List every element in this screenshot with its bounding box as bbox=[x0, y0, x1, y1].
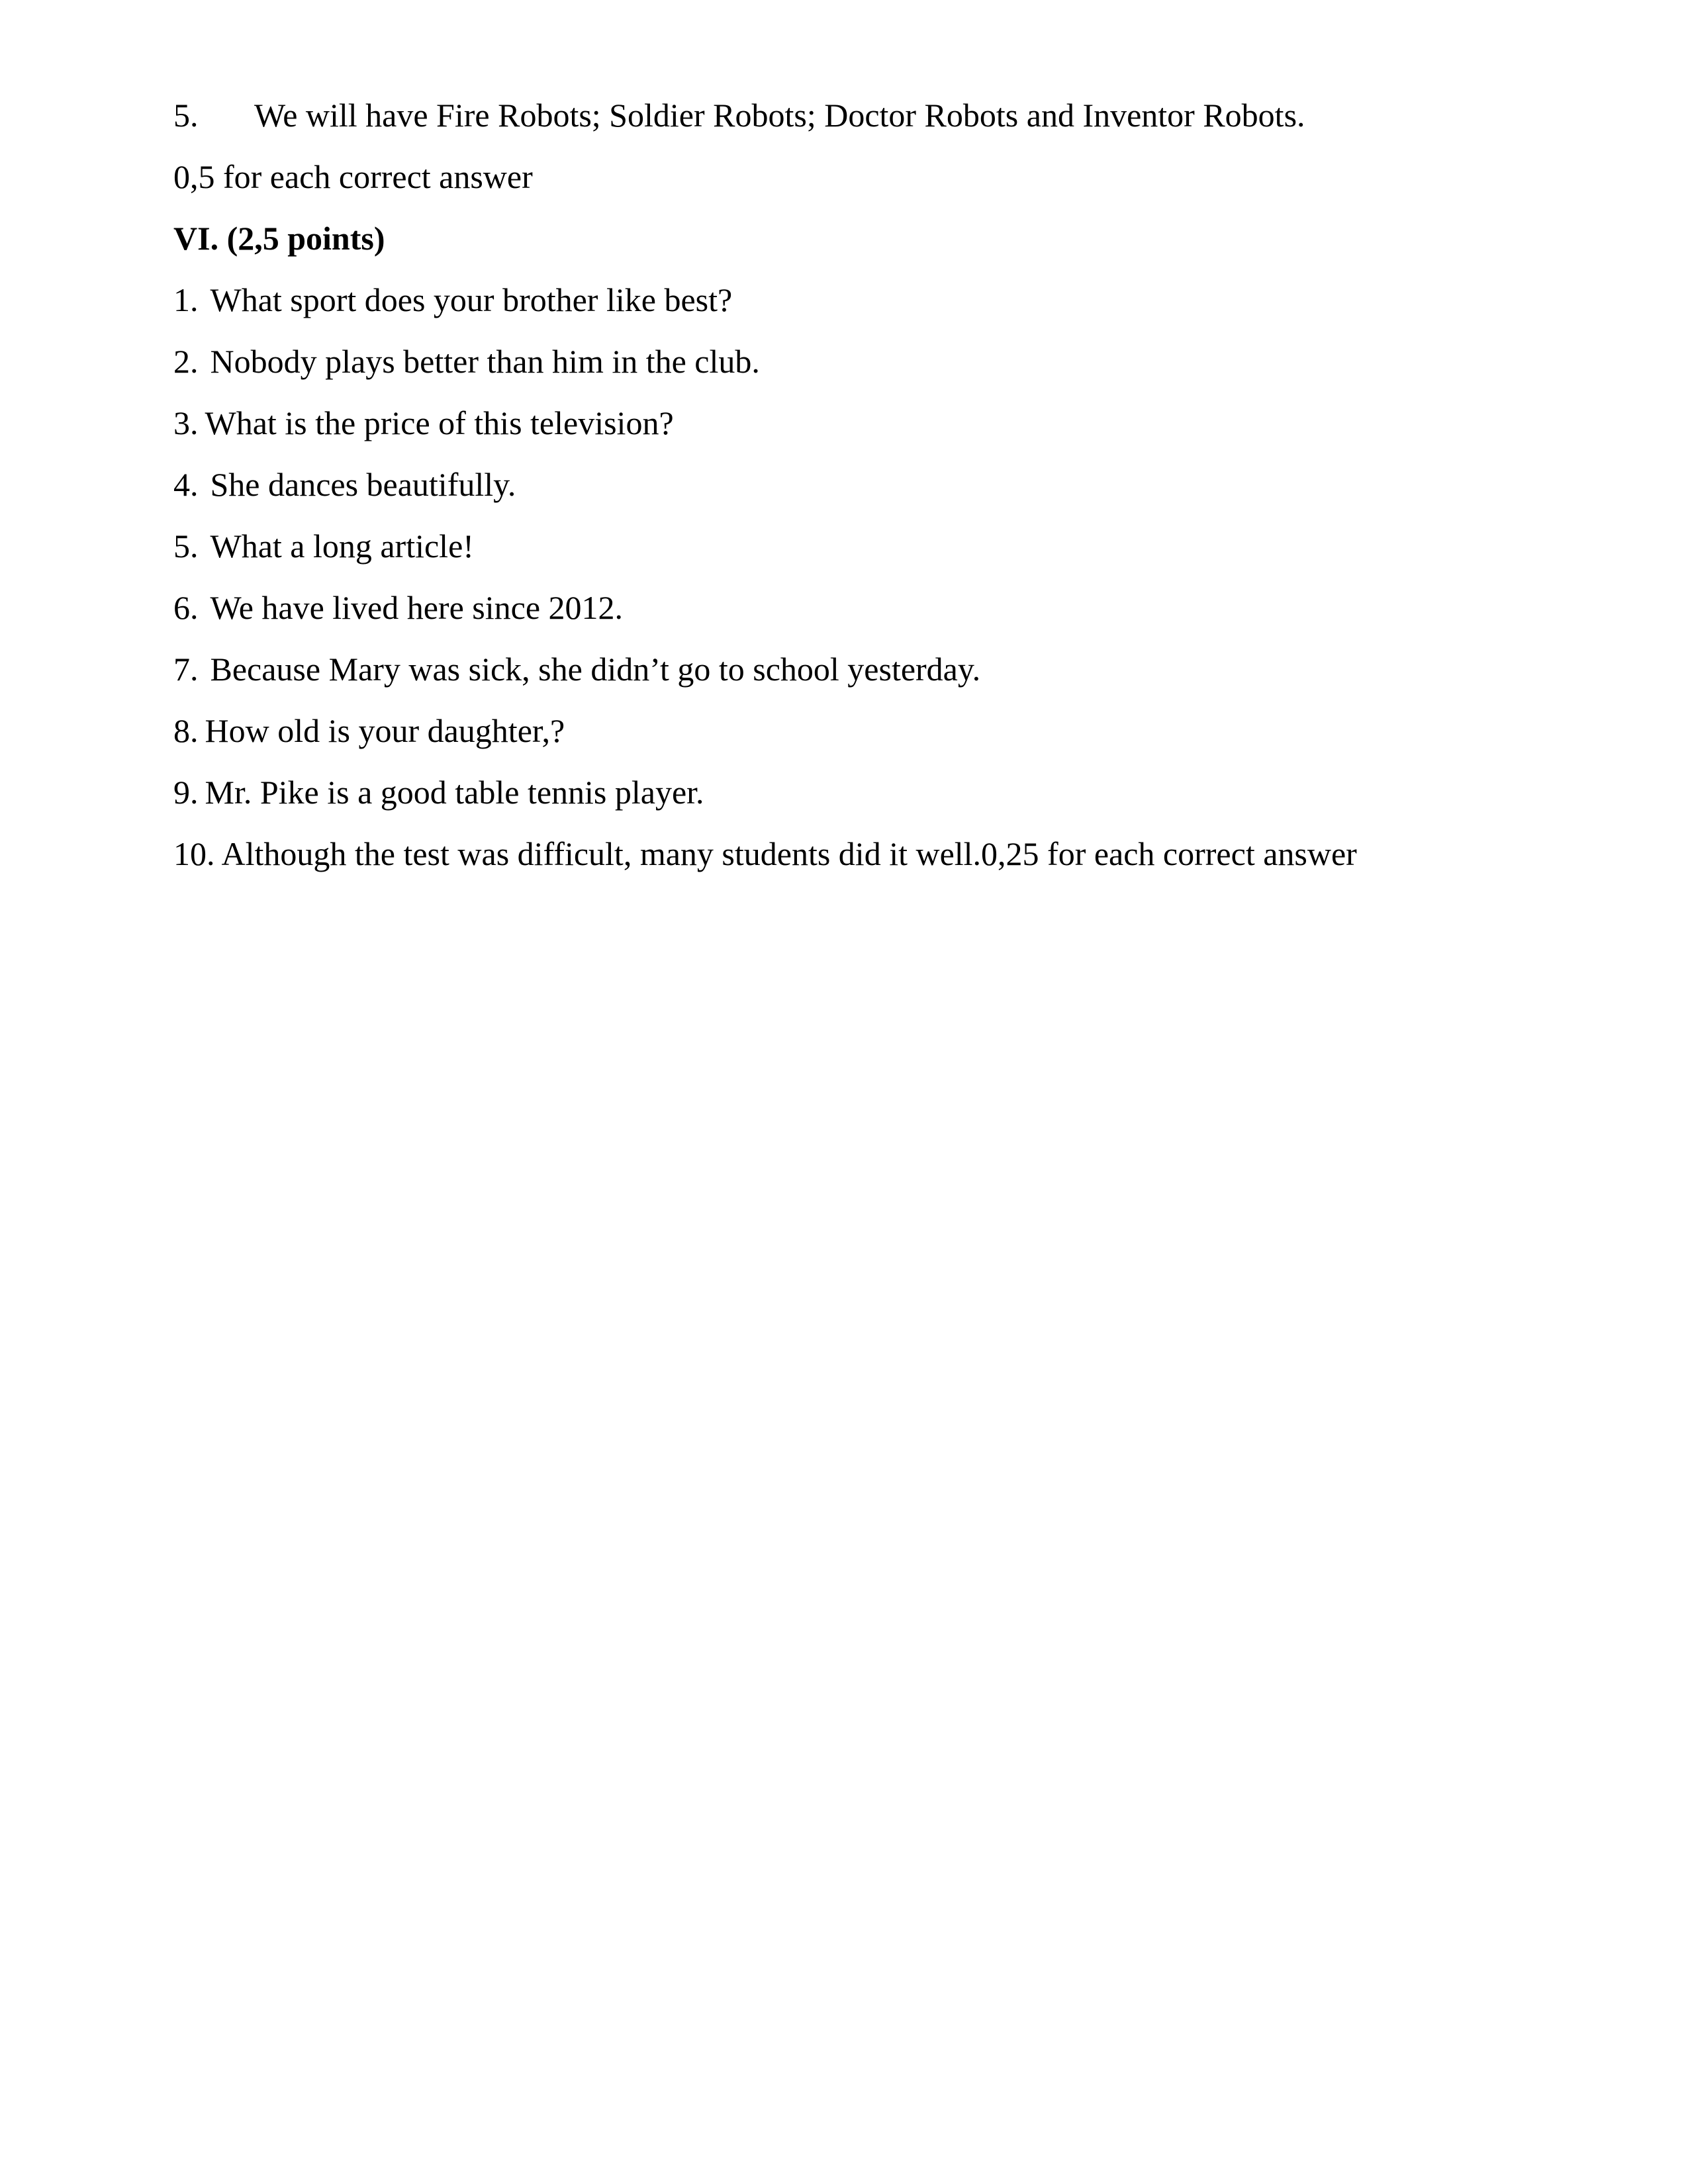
item-text: We will have Fire Robots; Soldier Robots; Doctor Robots and Inventor Robots. bbox=[254, 97, 1305, 134]
item-number: 8. bbox=[173, 712, 199, 749]
item-text: Because Mary was sick, she didn’t go to school yesterday. bbox=[210, 651, 981, 688]
item-text: Nobody plays better than him in the club. bbox=[210, 343, 760, 380]
score-note: 0,5 for each correct answer bbox=[173, 158, 533, 195]
answer-item bbox=[173, 392, 1530, 454]
item-number: 6. bbox=[173, 589, 199, 626]
item-number: 2. bbox=[173, 343, 199, 380]
answer-item bbox=[173, 762, 1530, 823]
top-item bbox=[173, 85, 1530, 146]
item-text: Although the test was difficult, many students did it well.0,25 for each correct answer bbox=[221, 835, 1357, 872]
item-text: What sport does your brother like best? bbox=[210, 281, 733, 318]
item-text: We have lived here since 2012. bbox=[210, 589, 624, 626]
answer-key-content bbox=[173, 85, 1530, 885]
item-text: Mr. Pike is a good table tennis player. bbox=[205, 774, 704, 811]
item-number: 10. bbox=[173, 835, 215, 872]
item-number: 3. bbox=[173, 404, 199, 441]
item-number: 5. bbox=[173, 97, 199, 134]
answer-item bbox=[173, 331, 1530, 392]
answer-item bbox=[173, 269, 1530, 331]
item-number: 9. bbox=[173, 774, 199, 811]
section-heading: VI. (2,5 points) bbox=[173, 220, 385, 257]
item-number: 7. bbox=[173, 651, 199, 688]
item-text: What is the price of this television? bbox=[205, 404, 674, 441]
answer-item bbox=[173, 454, 1530, 516]
answer-item bbox=[173, 639, 1530, 700]
answer-item bbox=[173, 577, 1530, 639]
answer-item bbox=[173, 823, 1530, 885]
answer-item bbox=[173, 516, 1530, 577]
answer-item bbox=[173, 700, 1530, 762]
item-number: 4. bbox=[173, 466, 199, 503]
item-text: She dances beautifully. bbox=[210, 466, 516, 503]
item-text: What a long article! bbox=[210, 527, 474, 565]
item-text: How old is your daughter,? bbox=[205, 712, 565, 749]
item-number: 5. bbox=[173, 527, 199, 565]
item-number: 1. bbox=[173, 281, 199, 318]
